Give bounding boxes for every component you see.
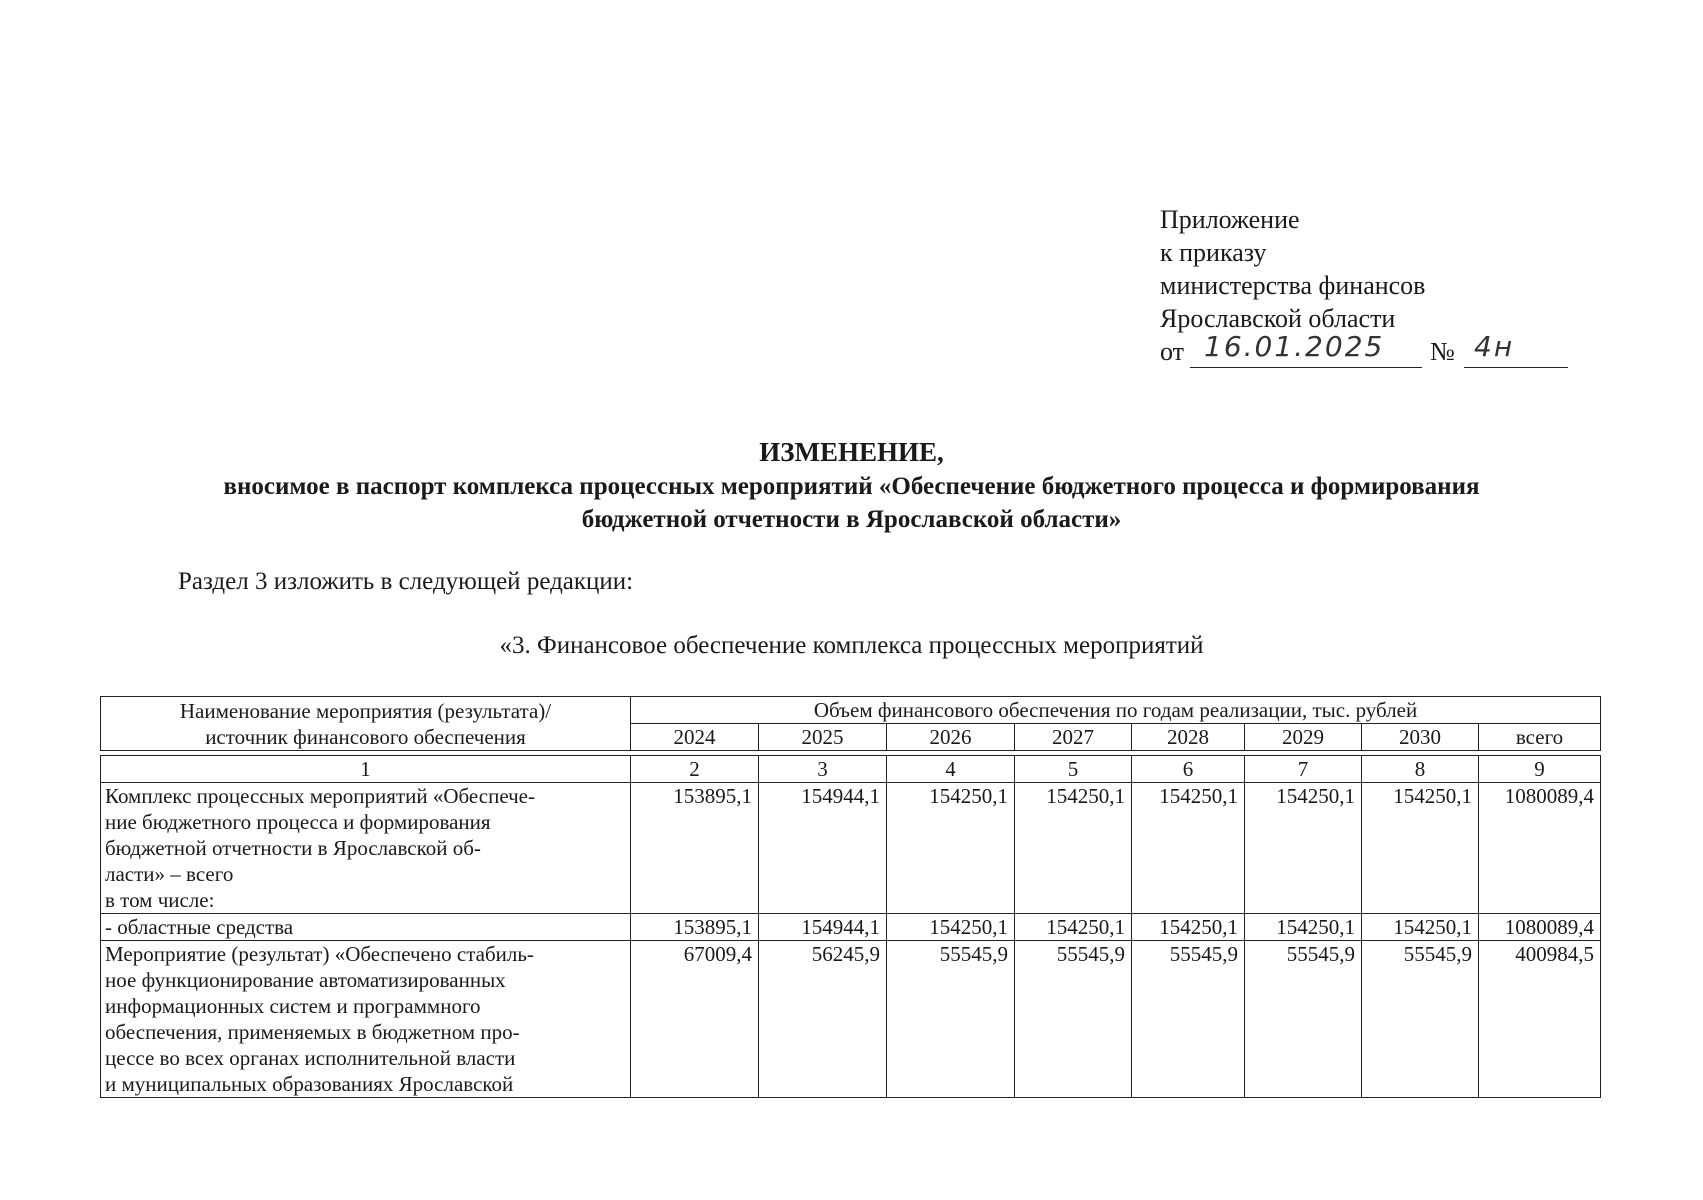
header-row [101, 697, 1601, 724]
year-header: 2025 [759, 724, 887, 751]
column-index: 5 [1015, 756, 1132, 783]
date-underline [1190, 367, 1422, 368]
appendix-line: к приказу [1160, 238, 1267, 267]
value-cell: 67009,4 [631, 941, 759, 1098]
value-cell: 154250,1 [887, 914, 1015, 941]
value-cell: 154944,1 [759, 783, 887, 914]
value-cell: 55545,9 [1245, 941, 1362, 1098]
appendix-line: Приложение [1160, 205, 1300, 234]
financing-table [100, 696, 1601, 1098]
value-cell: 154944,1 [759, 914, 887, 941]
value-cell: 154250,1 [1362, 783, 1479, 914]
row-name-line: - областные средства [105, 915, 294, 939]
total-value-cell: 1080089,4 [1479, 783, 1601, 914]
row-name-cell [101, 783, 631, 914]
section-title: «3. Финансовое обеспечение комплекса процессных мероприятий [499, 632, 1204, 659]
value-cell: 153895,1 [631, 914, 759, 941]
handwritten-number: 4н [1474, 330, 1515, 363]
header-name-line: источник финансового обеспечения [205, 724, 526, 749]
year-header: 2030 [1362, 724, 1479, 751]
instruction-text: Раздел 3 изложить в следующей редакции: [178, 568, 634, 595]
number-label: № [1430, 337, 1455, 366]
appendix-block [1160, 203, 1515, 368]
column-index: 4 [887, 756, 1015, 783]
value-cell: 154250,1 [1362, 914, 1479, 941]
row-name-line: бюджетной отчетности в Ярославской об- [105, 836, 481, 860]
header-volume-cell: Объем финансового обеспечения по годам реализации, тыс. рублей [631, 697, 1601, 724]
value-cell: 55545,9 [1132, 941, 1245, 1098]
table-row [101, 941, 1601, 1098]
value-cell: 154250,1 [1132, 783, 1245, 914]
table-row [101, 783, 1601, 914]
value-cell: 56245,9 [759, 941, 887, 1098]
value-cell: 55545,9 [1362, 941, 1479, 1098]
year-header: 2029 [1245, 724, 1362, 751]
number-underline [1464, 367, 1568, 368]
year-header: 2027 [1015, 724, 1132, 751]
column-index: 1 [101, 756, 631, 783]
column-index-row [101, 756, 1601, 783]
value-cell: 154250,1 [1245, 783, 1362, 914]
document-heading: ИЗМЕНЕНИЕ, [759, 437, 944, 467]
column-index: 9 [1479, 756, 1601, 783]
header-name-cell [101, 697, 631, 751]
year-header: 2026 [887, 724, 1015, 751]
header-name-line: Наименование мероприятия (результата)/ [179, 698, 552, 723]
row-name-line: цессе во всех органах исполнительной власти [105, 1046, 516, 1070]
value-cell: 55545,9 [887, 941, 1015, 1098]
column-index: 6 [1132, 756, 1245, 783]
appendix-line: Ярославской области [1160, 304, 1396, 333]
row-name-cell [101, 941, 631, 1098]
value-cell: 154250,1 [1015, 914, 1132, 941]
value-cell: 154250,1 [1132, 914, 1245, 941]
row-name-line: Комплекс процессных мероприятий «Обеспече- [105, 784, 535, 808]
row-name-cell [101, 914, 631, 941]
value-cell: 153895,1 [631, 783, 759, 914]
value-cell: 55545,9 [1015, 941, 1132, 1098]
row-name-line: информационных систем и программного [105, 994, 481, 1018]
total-value-cell: 1080089,4 [1479, 914, 1601, 941]
column-index: 3 [759, 756, 887, 783]
column-index: 2 [631, 756, 759, 783]
from-label: от [1160, 337, 1185, 366]
row-name-line: ласти» – всего [105, 862, 234, 886]
row-name-line: обеспечения, применяемых в бюджетном про- [105, 1020, 520, 1044]
document-subtitle-line: вносимое в паспорт комплекса процессных мероприятий «Обеспечение бюджетного процесса и формирования [223, 473, 1480, 500]
total-header: всего [1479, 724, 1601, 751]
row-name-line: ние бюджетного процесса и формирования [105, 810, 491, 834]
value-cell: 154250,1 [887, 783, 1015, 914]
value-cell: 154250,1 [1245, 914, 1362, 941]
table-row [101, 914, 1601, 941]
value-cell: 154250,1 [1015, 783, 1132, 914]
year-header: 2024 [631, 724, 759, 751]
row-name-line: Мероприятие (результат) «Обеспечено стабиль- [105, 942, 534, 966]
document-subtitle-line: бюджетной отчетности в Ярославской области» [581, 506, 1122, 533]
order-date-number-line [1160, 330, 1515, 368]
column-index: 7 [1245, 756, 1362, 783]
row-name-line: ное функционирование автоматизированных [105, 968, 506, 992]
row-name-line: и муниципальных образованиях Ярославской [105, 1072, 514, 1096]
handwritten-date: 16.01.2025 [1204, 330, 1385, 363]
appendix-line: министерства финансов [1160, 271, 1426, 300]
row-name-line: в том числе: [105, 888, 215, 912]
column-index: 8 [1362, 756, 1479, 783]
total-value-cell: 400984,5 [1479, 941, 1601, 1098]
year-header: 2028 [1132, 724, 1245, 751]
